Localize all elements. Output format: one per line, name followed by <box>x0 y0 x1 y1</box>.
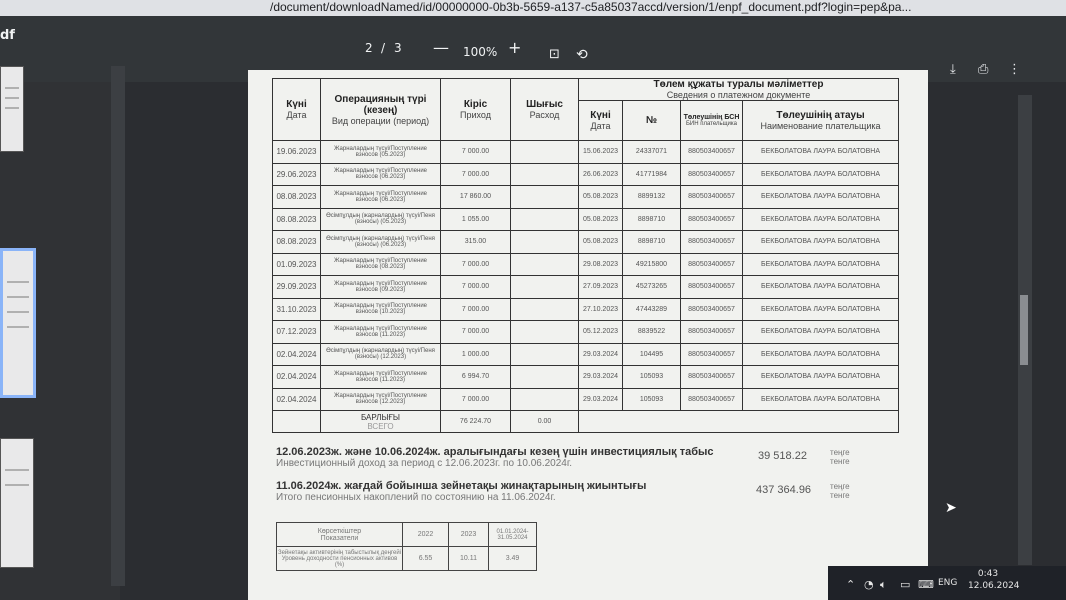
row-payer: БЕКБОЛАТОВА ЛАУРА БОЛАТОВНА <box>743 186 899 209</box>
row-doc-date: 29.08.2023 <box>579 253 623 276</box>
total-expense: 0.00 <box>511 411 579 433</box>
row-doc-date: 05.12.2023 <box>579 321 623 344</box>
total-label: БАРЛЫҒЫ ВСЕГО <box>321 411 441 433</box>
zoom-out-button[interactable]: — <box>433 38 449 57</box>
row-number: 8898710 <box>623 231 681 254</box>
yield-2022: 6.55 <box>403 547 449 571</box>
row-date: 31.10.2023 <box>273 298 321 321</box>
yield-2024: 3.49 <box>489 547 537 571</box>
row-date: 08.08.2023 <box>273 231 321 254</box>
page-separator: / <box>381 41 386 55</box>
header-operation: Операцияның түрі (кезең) Вид операции (период) <box>321 79 441 141</box>
thumbnail-sidebar <box>0 82 120 600</box>
row-doc-date: 05.08.2023 <box>579 186 623 209</box>
download-icon[interactable]: ⤓ <box>950 62 956 77</box>
page-total: 3 <box>394 41 402 55</box>
row-income: 7 000.00 <box>441 253 511 276</box>
page-number-input[interactable]: 2 <box>365 41 373 55</box>
row-payer: БЕКБОЛАТОВА ЛАУРА БОЛАТОВНА <box>743 141 899 164</box>
row-date: 08.08.2023 <box>273 208 321 231</box>
zoom-in-button[interactable]: + <box>508 38 522 57</box>
row-income: 7 000.00 <box>441 163 511 186</box>
header-doc-date: Күні Дата <box>579 101 623 141</box>
header-payer: Төлеушінің атауы Наименование плательщика <box>743 101 899 141</box>
table-row <box>273 208 899 231</box>
row-number: 105093 <box>623 366 681 389</box>
row-number: 47443289 <box>623 298 681 321</box>
income-currency: теңге тенге <box>830 448 850 466</box>
more-actions-icon[interactable]: ⋮ <box>1008 62 1021 77</box>
row-expense <box>511 276 579 299</box>
row-date: 02.04.2024 <box>273 343 321 366</box>
page-thumbnail-3[interactable] <box>0 438 34 568</box>
url-text[interactable]: /document/downloadNamed/id/00000000-0b3b-5659-a137-c5a85037accd/version/1/enpf_document.pdf?login=pep&pa... <box>270 0 912 14</box>
yield-label: Зейнетақы активтерінің табыстылық деңгейі Уровень доходности пенсионных активов (%) <box>277 547 403 571</box>
row-number: 45273265 <box>623 276 681 299</box>
total-empty <box>273 411 321 433</box>
row-doc-date: 26.06.2023 <box>579 163 623 186</box>
row-payer: БЕКБОЛАТОВА ЛАУРА БОЛАТОВНА <box>743 231 899 254</box>
row-number: 8899132 <box>623 186 681 209</box>
row-operation: Жарналардың түсуі/Поступление взносов (11.2023) <box>321 366 441 389</box>
header-income: Кіріс Приход <box>441 79 511 141</box>
yield-2023: 10.11 <box>449 547 489 571</box>
row-expense <box>511 208 579 231</box>
row-operation: Жарналардың түсуі/Поступление взносов (08.2023) <box>321 253 441 276</box>
row-expense <box>511 298 579 321</box>
row-date: 02.04.2024 <box>273 388 321 411</box>
row-payer: БЕКБОЛАТОВА ЛАУРА БОЛАТОВНА <box>743 298 899 321</box>
row-number: 104495 <box>623 343 681 366</box>
row-income: 7 000.00 <box>441 298 511 321</box>
transactions-table <box>272 78 899 433</box>
header-payment-doc: Төлем құжаты туралы мәліметтер Сведения о платежном документе <box>579 79 899 101</box>
total-income: 76 224.70 <box>441 411 511 433</box>
row-operation: Өсімпұлдың (жарналардың) түсуі/Пеня (взносы) (06.2023) <box>321 231 441 254</box>
row-date: 02.04.2024 <box>273 366 321 389</box>
rotate-icon[interactable]: ⟲ <box>576 47 588 63</box>
table-row <box>273 253 899 276</box>
row-payer: БЕКБОЛАТОВА ЛАУРА БОЛАТОВНА <box>743 208 899 231</box>
row-doc-date: 27.09.2023 <box>579 276 623 299</box>
row-number: 41771984 <box>623 163 681 186</box>
row-bin: 880503400657 <box>681 343 743 366</box>
row-operation: Жарналардың түсуі/Поступление взносов (05.2023) <box>321 141 441 164</box>
total-savings-block <box>276 480 646 503</box>
investment-income-title: 12.06.2023ж. және 10.06.2024ж. аралығындағы кезең үшін инвестициялық табыс <box>276 446 714 458</box>
row-bin: 880503400657 <box>681 276 743 299</box>
row-payer: БЕКБОЛАТОВА ЛАУРА БОЛАТОВНА <box>743 343 899 366</box>
wifi-icon[interactable]: ◔ <box>864 578 874 591</box>
row-date: 07.12.2023 <box>273 321 321 344</box>
row-date: 08.08.2023 <box>273 186 321 209</box>
row-payer: БЕКБОЛАТОВА ЛАУРА БОЛАТОВНА <box>743 366 899 389</box>
row-bin: 880503400657 <box>681 231 743 254</box>
language-indicator[interactable]: ENG <box>938 578 958 588</box>
row-payer: БЕКБОЛАТОВА ЛАУРА БОЛАТОВНА <box>743 388 899 411</box>
row-income: 7 000.00 <box>441 276 511 299</box>
row-doc-date: 27.10.2023 <box>579 298 623 321</box>
address-bar[interactable] <box>0 0 1066 16</box>
row-number: 105093 <box>623 388 681 411</box>
row-bin: 880503400657 <box>681 321 743 344</box>
row-bin: 880503400657 <box>681 298 743 321</box>
row-number: 24337071 <box>623 141 681 164</box>
row-expense <box>511 343 579 366</box>
row-payer: БЕКБОЛАТОВА ЛАУРА БОЛАТОВНА <box>743 253 899 276</box>
volume-icon[interactable]: 🔈︎ <box>880 578 887 591</box>
row-income: 17 860.00 <box>441 186 511 209</box>
table-row <box>273 186 899 209</box>
period-2024-header: 01.01.2024-31.05.2024 <box>489 523 537 547</box>
pdf-page <box>248 70 928 600</box>
header-expense: Шығыс Расход <box>511 79 579 141</box>
year-2022-header: 2022 <box>403 523 449 547</box>
row-doc-date: 15.06.2023 <box>579 141 623 164</box>
mouse-cursor-icon: ➤ <box>945 500 957 516</box>
clock-date: 12.06.2024 <box>968 581 1020 591</box>
row-bin: 880503400657 <box>681 163 743 186</box>
row-income: 1 000.00 <box>441 343 511 366</box>
table-row <box>273 343 899 366</box>
row-date: 29.09.2023 <box>273 276 321 299</box>
year-2023-header: 2023 <box>449 523 489 547</box>
row-expense <box>511 321 579 344</box>
total-savings-amount: 437 364.96 <box>756 484 812 496</box>
table-row <box>273 388 899 411</box>
row-date: 01.09.2023 <box>273 253 321 276</box>
total-doc-empty <box>579 411 899 433</box>
row-expense <box>511 141 579 164</box>
row-date: 29.06.2023 <box>273 163 321 186</box>
keyboard-icon[interactable]: ⌨ <box>918 578 934 591</box>
row-operation: Жарналардың түсуі/Поступление взносов (06.2023) <box>321 163 441 186</box>
page-thumbnail-2[interactable] <box>0 248 36 398</box>
investment-income-subtitle: Инвестиционный доход за период с 12.06.2023г. по 10.06.2024г. <box>276 458 573 469</box>
row-doc-date: 05.08.2023 <box>579 231 623 254</box>
row-bin: 880503400657 <box>681 388 743 411</box>
system-clock[interactable] <box>968 568 1020 592</box>
row-payer: БЕКБОЛАТОВА ЛАУРА БОЛАТОВНА <box>743 321 899 344</box>
row-payer: БЕКБОЛАТОВА ЛАУРА БОЛАТОВНА <box>743 163 899 186</box>
row-income: 1 055.00 <box>441 208 511 231</box>
row-doc-date: 05.08.2023 <box>579 208 623 231</box>
row-operation: Өсімпұлдың (жарналардың) түсуі/Пеня (взносы) (05.2023) <box>321 208 441 231</box>
clock-time: 0:43 <box>977 569 999 579</box>
row-operation: Жарналардың түсуі/Поступление взносов (11.2023) <box>321 321 441 344</box>
row-operation: Жарналардың түсуі/Поступление взносов (10.2023) <box>321 298 441 321</box>
header-date: Күні Дата <box>273 79 321 141</box>
row-doc-date: 29.03.2024 <box>579 343 623 366</box>
row-income: 315.00 <box>441 231 511 254</box>
total-savings-subtitle: Итого пенсионных накоплений по состоянию на 11.06.2024г. <box>276 492 556 503</box>
row-bin: 880503400657 <box>681 366 743 389</box>
row-doc-date: 29.03.2024 <box>579 388 623 411</box>
table-row <box>273 366 899 389</box>
print-icon[interactable]: ⎙ <box>978 62 989 77</box>
table-row <box>273 276 899 299</box>
row-doc-date: 29.03.2024 <box>579 366 623 389</box>
table-row <box>273 163 899 186</box>
row-expense <box>511 163 579 186</box>
row-number: 8898710 <box>623 208 681 231</box>
row-expense <box>511 231 579 254</box>
investment-income-amount: 39 518.22 <box>758 450 807 462</box>
row-income: 7 000.00 <box>441 321 511 344</box>
table-row <box>273 231 899 254</box>
row-expense <box>511 388 579 411</box>
row-expense <box>511 366 579 389</box>
fit-page-icon[interactable]: ⊡ <box>549 47 560 62</box>
row-operation: Жарналардың түсуі/Поступление взносов (09.2023) <box>321 276 441 299</box>
indicators-header: Көрсеткіштер Показатели <box>277 523 403 547</box>
row-number: 8839522 <box>623 321 681 344</box>
table-row <box>273 141 899 164</box>
row-operation: Жарналардың түсуі/Поступление взносов (06.2023) <box>321 186 441 209</box>
chevron-up-icon[interactable]: ⌃ <box>846 578 856 591</box>
indicators-table <box>276 522 537 571</box>
savings-currency: теңге тенге <box>830 482 850 500</box>
row-income: 7 000.00 <box>441 141 511 164</box>
row-expense <box>511 253 579 276</box>
header-number: № <box>623 101 681 141</box>
row-income: 7 000.00 <box>441 388 511 411</box>
row-date: 19.06.2023 <box>273 141 321 164</box>
row-expense <box>511 186 579 209</box>
page-thumbnail-1[interactable] <box>0 66 24 152</box>
battery-icon[interactable]: ▭ <box>900 578 911 591</box>
investment-income-block <box>276 446 714 469</box>
row-income: 6 994.70 <box>441 366 511 389</box>
header-bin: Төлеушінің БСН БИН плательщика <box>681 101 743 141</box>
zoom-level[interactable]: 100% <box>463 45 498 59</box>
row-bin: 880503400657 <box>681 141 743 164</box>
row-bin: 880503400657 <box>681 253 743 276</box>
left-scrollbar[interactable] <box>111 66 125 586</box>
table-row <box>273 321 899 344</box>
row-operation: Жарналардың түсуі/Поступление взносов (12.2023) <box>321 388 441 411</box>
scrollbar-thumb[interactable] <box>1020 295 1028 365</box>
row-payer: БЕКБОЛАТОВА ЛАУРА БОЛАТОВНА <box>743 276 899 299</box>
row-bin: 880503400657 <box>681 186 743 209</box>
total-savings-title: 11.06.2024ж. жағдай бойынша зейнетақы жинақтарының жиынтығы <box>276 480 647 492</box>
table-row <box>273 298 899 321</box>
row-number: 49215800 <box>623 253 681 276</box>
row-bin: 880503400657 <box>681 208 743 231</box>
row-operation: Өсімпұлдың (жарналардың) түсуі/Пеня (взносы) (12.2023) <box>321 343 441 366</box>
pdf-title: df <box>0 28 15 43</box>
